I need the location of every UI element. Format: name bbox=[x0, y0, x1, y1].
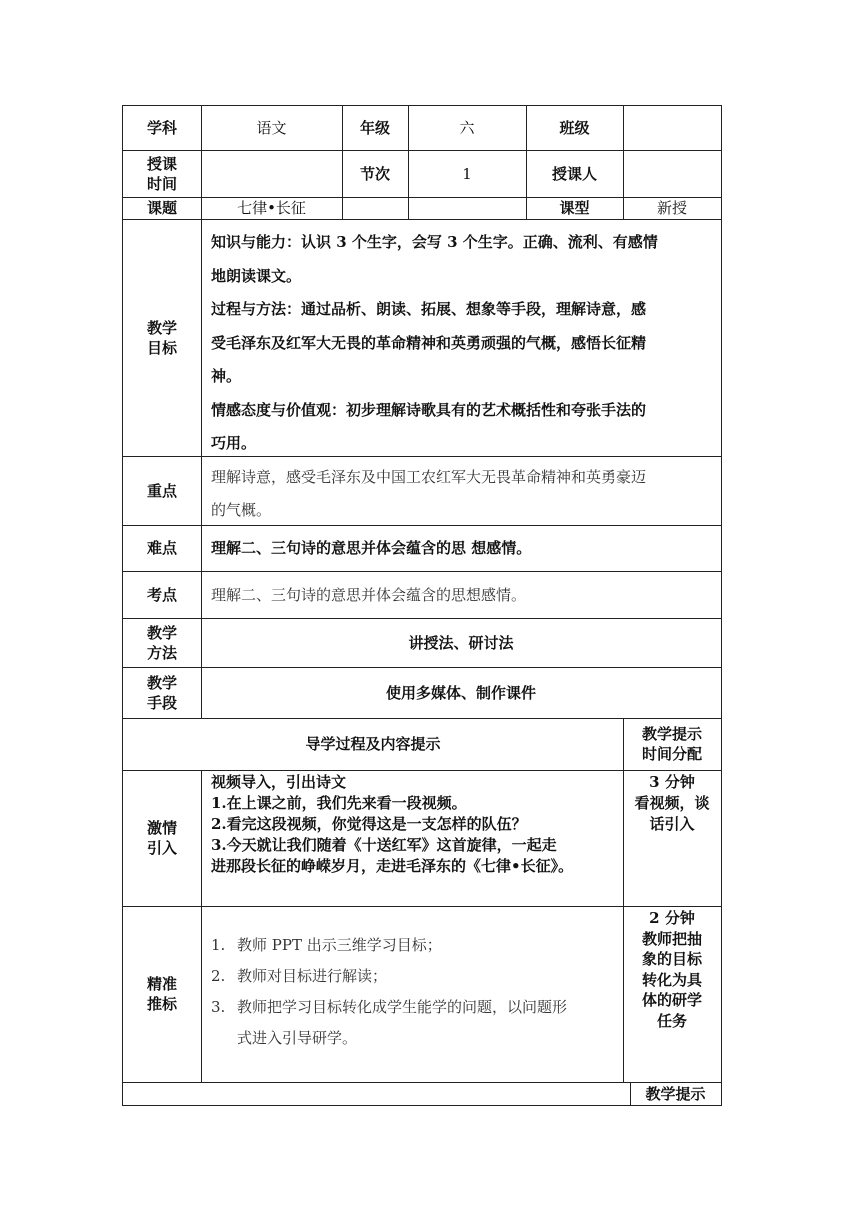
target-item-line: 式进入引导研学。 bbox=[237, 1029, 358, 1047]
subject-value: 语文 bbox=[256, 119, 287, 137]
method-content: 讲授法、研讨法 bbox=[408, 633, 514, 652]
time-label bbox=[123, 150, 201, 197]
means-content: 使用多媒体、制作课件 bbox=[385, 683, 536, 702]
table-border bbox=[122, 1105, 722, 1106]
table-border bbox=[122, 219, 722, 220]
table-border bbox=[122, 1082, 722, 1083]
intro-line: 1.在上课之前，我们先来看一段视频。 bbox=[211, 794, 467, 812]
targets-content bbox=[201, 906, 623, 1082]
intro-line: 2.看完这段视频，你觉得这是一支怎样的队伍？ bbox=[211, 815, 527, 833]
goals-line: 神。 bbox=[211, 367, 242, 385]
goals-line: 过程与方法：通过品析、朗读、拓展、想象等手段，理解诗意，感 bbox=[211, 300, 647, 318]
grade-value: 六 bbox=[459, 119, 475, 137]
intro-tips-line: 看视频，谈 bbox=[634, 794, 710, 812]
goals-line: 巧用。 bbox=[211, 434, 257, 452]
goals-label-line-1: 教学 bbox=[146, 318, 177, 337]
table-border bbox=[408, 105, 409, 219]
table-border bbox=[122, 150, 722, 151]
target-item bbox=[211, 992, 617, 1054]
process-header-tips bbox=[623, 718, 721, 770]
goals-line: 受毛泽东及红军大无畏的革命精神和英勇顽强的气概，感悟长征精 bbox=[211, 333, 647, 352]
intro-label-line-1: 激情 bbox=[146, 819, 177, 837]
table-border bbox=[122, 667, 722, 668]
intro-content bbox=[201, 770, 623, 906]
intro-line: 3.今天就让我们随着《十送红军》这首旋律，一起走 bbox=[211, 836, 557, 854]
goals-line: 地朗读课文。 bbox=[211, 266, 302, 285]
type-value: 新授 bbox=[656, 199, 687, 217]
target-item-line: 教师把学习目标转化成学生能学的问题，以问题形 bbox=[237, 998, 568, 1016]
exam-point-label: 考点 bbox=[146, 585, 177, 604]
table-border bbox=[721, 105, 722, 1106]
table-border bbox=[623, 718, 624, 1082]
goals-line: 情感态度与价值观：初步理解诗歌具有的艺术概括性和夸张手法的 bbox=[211, 400, 647, 419]
method-label-line-1: 教学 bbox=[146, 623, 177, 642]
class-label: 班级 bbox=[559, 119, 590, 137]
intro-tips-line: 3 分钟 bbox=[649, 773, 695, 791]
table-border bbox=[122, 571, 722, 572]
intro-tips bbox=[623, 770, 721, 906]
process-header-title: 导学过程及内容提示 bbox=[305, 735, 441, 753]
target-item-line: 教师对目标进行解读； bbox=[237, 967, 388, 985]
last-row-tips: 教学提示 bbox=[645, 1084, 706, 1103]
teacher-value bbox=[623, 150, 721, 197]
targets-label bbox=[123, 906, 201, 1082]
class-value bbox=[623, 106, 721, 150]
intro-label bbox=[123, 770, 201, 906]
table-border bbox=[526, 105, 527, 219]
target-item bbox=[211, 961, 617, 992]
grade-label: 年级 bbox=[359, 119, 390, 137]
period-label: 节次 bbox=[359, 164, 390, 183]
table-border bbox=[122, 105, 722, 106]
table-border bbox=[122, 770, 722, 771]
goals-label-line-2: 目标 bbox=[146, 338, 177, 357]
targets-tips-line: 任务 bbox=[656, 1011, 687, 1030]
targets-tips-line: 象的目标 bbox=[641, 950, 702, 968]
tips-label-line-2: 时间分配 bbox=[641, 745, 702, 763]
table-border bbox=[122, 618, 722, 619]
method-label bbox=[123, 618, 201, 667]
table-border bbox=[122, 197, 722, 198]
key-point-content bbox=[201, 456, 721, 525]
difficulty-label: 难点 bbox=[146, 539, 177, 557]
targets-tips-line: 转化为具 bbox=[641, 970, 702, 989]
tips-label-line-1: 教学提示 bbox=[641, 725, 702, 743]
table-border bbox=[630, 1082, 631, 1106]
table-border bbox=[623, 105, 624, 219]
topic-label: 课题 bbox=[146, 199, 177, 217]
table-border bbox=[201, 770, 202, 1082]
intro-line: 进那段长征的峥嵘岁月，走进毛泽东的《七律•长征》。 bbox=[211, 857, 574, 875]
key-point-line: 的气概。 bbox=[211, 501, 272, 519]
subject-label: 学科 bbox=[146, 119, 177, 137]
means-label-line-2: 手段 bbox=[146, 693, 177, 712]
means-label bbox=[123, 667, 201, 718]
exam-point-content: 理解二、三句诗的意思并体会蕴含的思想感情。 bbox=[211, 585, 527, 604]
targets-label-line-1: 精准 bbox=[146, 975, 177, 993]
means-label-line-1: 教学 bbox=[146, 673, 177, 692]
type-label: 课型 bbox=[559, 199, 590, 217]
targets-tips-line: 2 分钟 bbox=[649, 909, 695, 927]
target-item-number: 2. bbox=[211, 967, 226, 985]
target-item bbox=[211, 930, 617, 961]
difficulty-content: 理解二、三句诗的意思并体会蕴含的思 想感情。 bbox=[211, 539, 532, 557]
target-item-line: 教师 PPT 出示三维学习目标； bbox=[237, 936, 442, 954]
goals-content bbox=[201, 219, 721, 456]
targets-tips-line: 教师把抽 bbox=[641, 929, 702, 948]
teacher-label: 授课人 bbox=[551, 164, 597, 183]
table-border bbox=[122, 105, 123, 1106]
time-label-line-2: 时间 bbox=[146, 174, 177, 193]
table-border bbox=[122, 906, 722, 907]
time-value bbox=[201, 150, 342, 197]
goals-label bbox=[123, 219, 201, 456]
target-item-number: 3. bbox=[211, 998, 226, 1016]
table-border bbox=[342, 105, 343, 219]
table-border bbox=[201, 105, 202, 718]
table-border bbox=[122, 718, 722, 719]
key-point-label: 重点 bbox=[146, 481, 177, 500]
period-value: 1 bbox=[462, 164, 472, 183]
target-item-number: 1. bbox=[211, 936, 226, 954]
topic-value: 七律•长征 bbox=[237, 199, 306, 217]
intro-line: 视频导入，引出诗文 bbox=[211, 773, 347, 791]
table-border bbox=[122, 525, 722, 526]
targets-label-line-2: 推标 bbox=[146, 995, 177, 1013]
targets-tips bbox=[623, 906, 721, 1082]
intro-label-line-2: 引入 bbox=[146, 839, 177, 857]
goals-line: 知识与能力：认识 3 个生字，会写 3 个生字。正确、流利、有感情 bbox=[211, 233, 658, 251]
targets-tips-line: 体的研学 bbox=[641, 991, 702, 1009]
table-border bbox=[122, 456, 722, 457]
time-label-line-1: 授课 bbox=[146, 154, 177, 173]
key-point-line: 理解诗意，感受毛泽东及中国工农红军大无畏革命精神和英勇豪迈 bbox=[211, 468, 647, 486]
intro-tips-line: 话引入 bbox=[649, 815, 695, 833]
method-label-line-2: 方法 bbox=[146, 643, 177, 662]
